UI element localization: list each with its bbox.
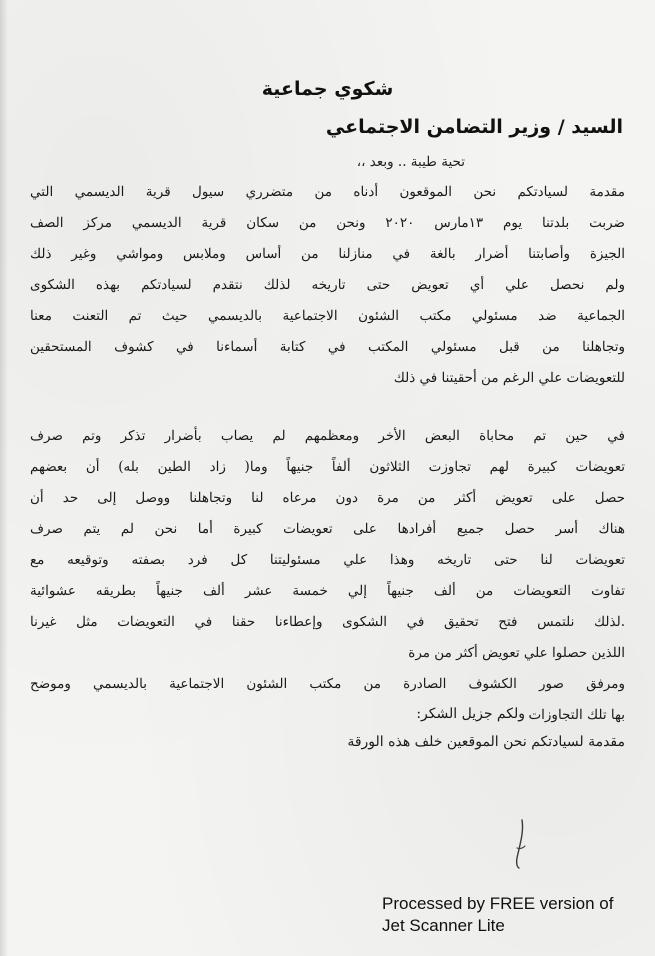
watermark-line: Jet Scanner Lite	[382, 916, 505, 935]
body-line: الجماعية ضد مسئولي مكتب الشئون الاجتماعية بالديسمي حيث تم التعنت معنا	[30, 308, 625, 324]
scanner-watermark	[382, 893, 613, 937]
body-line: ومرفق صور الكشوف الصادرة من مكتب الشئون الاجتماعية بالديسمي وموضح	[30, 676, 625, 692]
paragraph-gap	[30, 394, 625, 421]
body-line: في حين تم محاباة البعض الأخر ومعظمهم لم يصاب بأضرار تذكر وتم صرف	[30, 428, 625, 444]
body-line: للتعويضات علي الرغم من أحقيتنا في ذلك	[393, 370, 625, 386]
body-line: هناك أسر حصل جميع أفرادها على تعويضات كبيرة أما نحن لم يتم صرف	[30, 521, 625, 537]
body-line: وتجاهلنا من قبل مسئولي المكتب في كتابة أسماءنا في كشوف المستحقين	[30, 339, 625, 355]
letter-greeting: تحية طيبة .. وبعد ،،	[356, 154, 465, 170]
body-line: تعويضات كبيرة لهم تجاوزت الثلاثون ألفاً جنيهاً وما( زاد الطين بله) أن بعضهم	[30, 459, 625, 475]
body-line: تعويضات لنا حتى تاريخه وهذا علي مسئوليتنا كل فرد بصفته وتوقيعه مع	[30, 552, 625, 568]
pen-mark	[508, 818, 530, 870]
body-line: تفاوت التعويضات من ألف جنيهاً إلي خمسة عشر ألف جنيهاً بطريقه عشوائية	[30, 583, 625, 599]
letter-signoff: مقدمة لسيادتكم نحن الموقعين خلف هذه الورقة	[347, 734, 625, 750]
body-line: اللذين حصلوا علي تعويض أكثر من مرة	[408, 645, 625, 661]
body-line: .لذلك نلتمس فتح تحقيق في الشكوى وإعطاءنا حقنا في التعويضات مثل غيرنا	[30, 614, 625, 630]
letter-recipient: السيد / وزير التضامن الاجتماعي	[325, 116, 623, 138]
body-line: مقدمة لسيادتكم نحن الموقعون أدناه من متضرري سيول قرية الديسمي التي	[30, 184, 625, 200]
watermark-line: Processed by FREE version of	[382, 894, 614, 913]
letter-closing: ولكم جزيل الشكر:	[416, 706, 525, 722]
letter-body	[30, 177, 625, 731]
body-line: ولم نحصل علي أي تعويض حتى تاريخه لذلك نتقدم لسيادتكم بهذه الشكوى	[30, 277, 625, 293]
body-line: حصل على تعويض أكثر من مرة دون مرعاه لنا وتجاهلنا ووصل إلى حد أن	[30, 490, 625, 506]
body-line: بها تلك التجاوزات	[528, 707, 625, 723]
body-line: ضربت بلدتنا يوم ١٣مارس ٢٠٢٠ ونحن من سكان قرية الديسمي مركز الصف	[30, 215, 625, 231]
body-line: الجيزة وأصابتنا أضرار بالغة في منازلنا من أساس وملابس ومواشي وغير ذلك	[30, 246, 625, 262]
letter-title: شكوي جماعية	[261, 78, 394, 100]
page-edge-shadow	[0, 0, 8, 956]
